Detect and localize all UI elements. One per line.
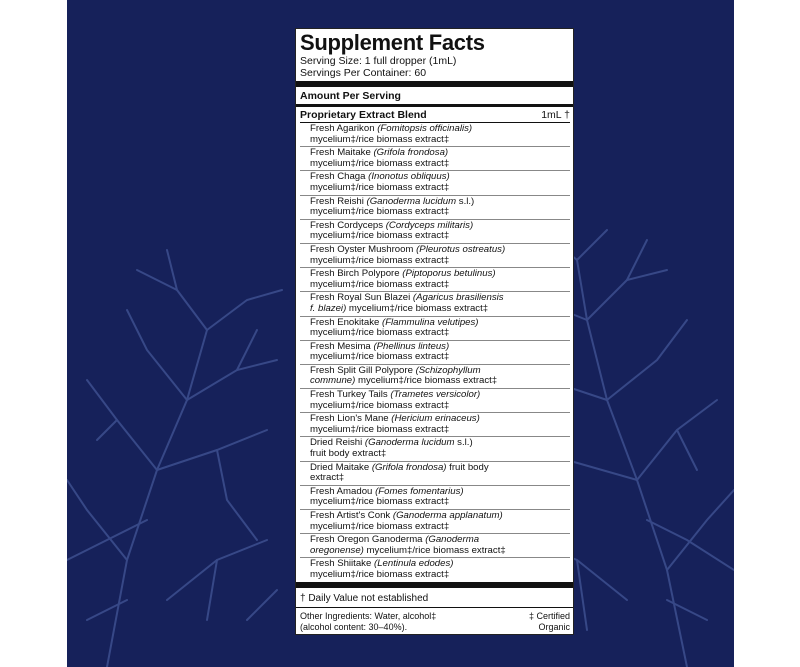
ingredient-extract-type: mycelium‡/rice biomass extract‡: [310, 327, 450, 339]
ingredient-name: Fresh Maitake: [310, 147, 374, 159]
ingredient-extract-type: mycelium‡/rice biomass extract‡: [310, 181, 450, 193]
ingredient-item: [300, 533, 570, 557]
ingredient-detail-line: [310, 328, 570, 339]
ingredient-scientific-name: (Phellinus linteus): [373, 340, 450, 352]
product-background-panel: [67, 0, 734, 667]
ingredient-extract-type: mycelium‡/rice biomass extract‡: [310, 496, 450, 508]
ingredient-name: Fresh Shiitake: [310, 558, 374, 570]
ingredient-detail-line: [310, 376, 570, 387]
ingredient-item: [300, 267, 570, 291]
ingredient-detail-line: [310, 183, 570, 194]
ingredient-name: Fresh Royal Sun Blazei: [310, 292, 413, 304]
ingredient-extract-type: mycelium‡/rice biomass extract‡: [310, 206, 450, 218]
ingredient-scientific-name: (Fomitopsis officinalis): [377, 123, 473, 134]
ingredient-scientific-name: (Cordyceps militaris): [385, 219, 474, 231]
certified-organic-note: ‡ Certified Organic: [528, 610, 570, 632]
ingredient-item: [300, 509, 570, 533]
ingredient-item: [300, 219, 570, 243]
ingredient-item: [300, 461, 570, 485]
ingredient-item: [300, 340, 570, 364]
divider-thick: [296, 81, 573, 87]
ingredient-detail-line: [310, 401, 570, 412]
ingredient-extract-type: mycelium‡/rice biomass extract‡: [310, 568, 450, 580]
ingredient-extract-type: extract‡: [310, 472, 345, 484]
ingredient-name: Fresh Mesima: [310, 340, 374, 352]
serving-size: Serving Size: 1 full dropper (1mL): [300, 55, 457, 67]
ingredient-scientific-name: (Ganoderma lucidum: [366, 195, 457, 207]
ingredient-name-suffix: fruit body: [446, 461, 489, 473]
ingredient-item: [300, 364, 570, 388]
ingredient-detail-line: [310, 449, 570, 460]
ingredient-scientific-name: (Lentinula edodes): [374, 558, 454, 570]
ingredient-detail-line: [310, 425, 570, 436]
ingredient-name: Fresh Split Gill Polypore: [310, 364, 416, 376]
ingredient-extract-type: mycelium‡/rice biomass extract‡: [310, 399, 450, 411]
ingredient-item: [300, 412, 570, 436]
ingredient-name: Fresh Oyster Mushroom: [310, 243, 417, 255]
bottom-notes: [300, 608, 570, 633]
ingredient-detail-line: [310, 473, 570, 484]
ingredient-name: Fresh Cordyceps: [310, 219, 386, 231]
ingredient-scientific-name: (Agaricus brasiliensis: [412, 292, 504, 304]
other-ingredients: Other Ingredients: Water, alcohol‡ (alcohol content: 30–40%).: [300, 610, 437, 632]
ingredient-item: [300, 291, 570, 315]
blend-name: Proprietary Extract Blend: [300, 109, 427, 121]
ingredient-list: [300, 122, 570, 582]
ingredient-scientific-name-cont: f. blazei): [310, 302, 347, 314]
ingredient-detail-line: [310, 304, 570, 315]
ingredient-scientific-name: (Schizophyllum: [415, 364, 481, 376]
ingredient-extract-type: mycelium‡/rice biomass extract‡: [310, 520, 450, 532]
amount-per-serving-heading: Amount Per Serving: [300, 90, 401, 102]
daily-value-note: † Daily Value not established: [300, 592, 429, 604]
blend-row: [300, 108, 570, 122]
ingredient-scientific-name: (Hericium erinaceus): [391, 413, 480, 425]
ingredient-detail-line: [310, 522, 570, 533]
ingredient-name: Fresh Amadou: [310, 485, 376, 497]
ingredient-extract-type: mycelium‡/rice biomass extract‡: [310, 423, 450, 435]
ingredient-detail-line: [310, 159, 570, 170]
divider-thick-bottom: [296, 582, 573, 588]
ingredient-detail-line: [310, 256, 570, 267]
ingredient-extract-type: mycelium‡/rice biomass extract‡: [310, 254, 450, 266]
ingredient-name: Dried Reishi: [310, 437, 365, 449]
ingredient-name: Fresh Enokitake: [310, 316, 382, 328]
ingredient-extract-type: mycelium‡/rice biomass extract‡: [310, 351, 450, 363]
ingredient-detail-line: [310, 135, 570, 146]
blend-amount: 1mL †: [541, 109, 570, 121]
supplement-facts-label: [295, 28, 574, 635]
ingredient-extract-type: mycelium‡/rice biomass extract‡: [346, 302, 489, 314]
ingredient-detail-line: [310, 570, 570, 581]
ingredient-scientific-name: (Grifola frondosa): [373, 147, 449, 159]
ingredient-name: Fresh Reishi: [310, 195, 367, 207]
ingredient-name: Fresh Turkey Tails: [310, 389, 391, 401]
ingredient-item: [300, 122, 570, 146]
ingredient-detail-line: [310, 352, 570, 363]
ingredient-name: Fresh Agarikon: [310, 123, 378, 134]
ingredient-item: [300, 243, 570, 267]
ingredient-scientific-name: (Flammulina velutipes): [382, 316, 479, 328]
ingredient-detail-line: [310, 497, 570, 508]
ingredient-name: Fresh Lion's Mane: [310, 413, 392, 425]
ingredient-extract-type: mycelium‡/rice biomass extract‡: [310, 157, 450, 169]
ingredient-scientific-name: (Pleurotus ostreatus): [416, 243, 506, 255]
ingredient-detail-line: [310, 280, 570, 291]
ingredient-detail-line: [310, 207, 570, 218]
ingredient-scientific-name: (Piptoporus betulinus): [402, 268, 496, 280]
ingredient-detail-line: [310, 231, 570, 242]
ingredient-scientific-name: (Trametes versicolor): [390, 389, 481, 401]
ingredient-scientific-name: (Ganoderma lucidum: [364, 437, 455, 449]
ingredient-name: Fresh Chaga: [310, 171, 369, 183]
ingredient-name: Fresh Oregon Ganoderma: [310, 534, 426, 546]
ingredient-item: [300, 316, 570, 340]
ingredient-item: [300, 557, 570, 581]
ingredient-extract-type: mycelium‡/rice biomass extract‡: [363, 544, 506, 556]
ingredient-scientific-name-cont: commune): [310, 375, 356, 387]
divider-medium: [296, 104, 573, 107]
ingredient-extract-type: mycelium‡/rice biomass extract‡: [310, 133, 450, 145]
ingredient-name: Fresh Artist's Conk: [310, 510, 393, 521]
ingredient-item: [300, 436, 570, 460]
ingredient-scientific-name: (Grifola frondosa): [371, 461, 447, 473]
ingredient-item: [300, 195, 570, 219]
label-title: Supplement Facts: [300, 30, 485, 55]
ingredient-name: Dried Maitake: [310, 461, 372, 473]
ingredient-detail-line: [310, 546, 570, 557]
ingredient-item: [300, 170, 570, 194]
ingredient-scientific-name: (Inonotus obliquus): [368, 171, 450, 183]
ingredient-extract-type: fruit body extract‡: [310, 448, 387, 460]
ingredient-scientific-name: (Ganoderma: [425, 534, 480, 546]
ingredient-extract-type: mycelium‡/rice biomass extract‡: [310, 278, 450, 290]
ingredient-name-suffix: s.l.): [454, 437, 473, 449]
ingredient-scientific-name: (Fomes fomentarius): [375, 485, 464, 497]
ingredient-name-suffix: s.l.): [456, 195, 475, 207]
ingredient-item: [300, 146, 570, 170]
ingredient-extract-type: mycelium‡/rice biomass extract‡: [355, 375, 498, 387]
ingredient-scientific-name-cont: oregonense): [310, 544, 364, 556]
servings-per-container: Servings Per Container: 60: [300, 67, 427, 79]
ingredient-extract-type: mycelium‡/rice biomass extract‡: [310, 230, 450, 242]
ingredient-item: [300, 485, 570, 509]
ingredient-scientific-name: (Ganoderma applanatum): [392, 510, 503, 521]
ingredient-item: [300, 388, 570, 412]
ingredient-name: Fresh Birch Polypore: [310, 268, 403, 280]
